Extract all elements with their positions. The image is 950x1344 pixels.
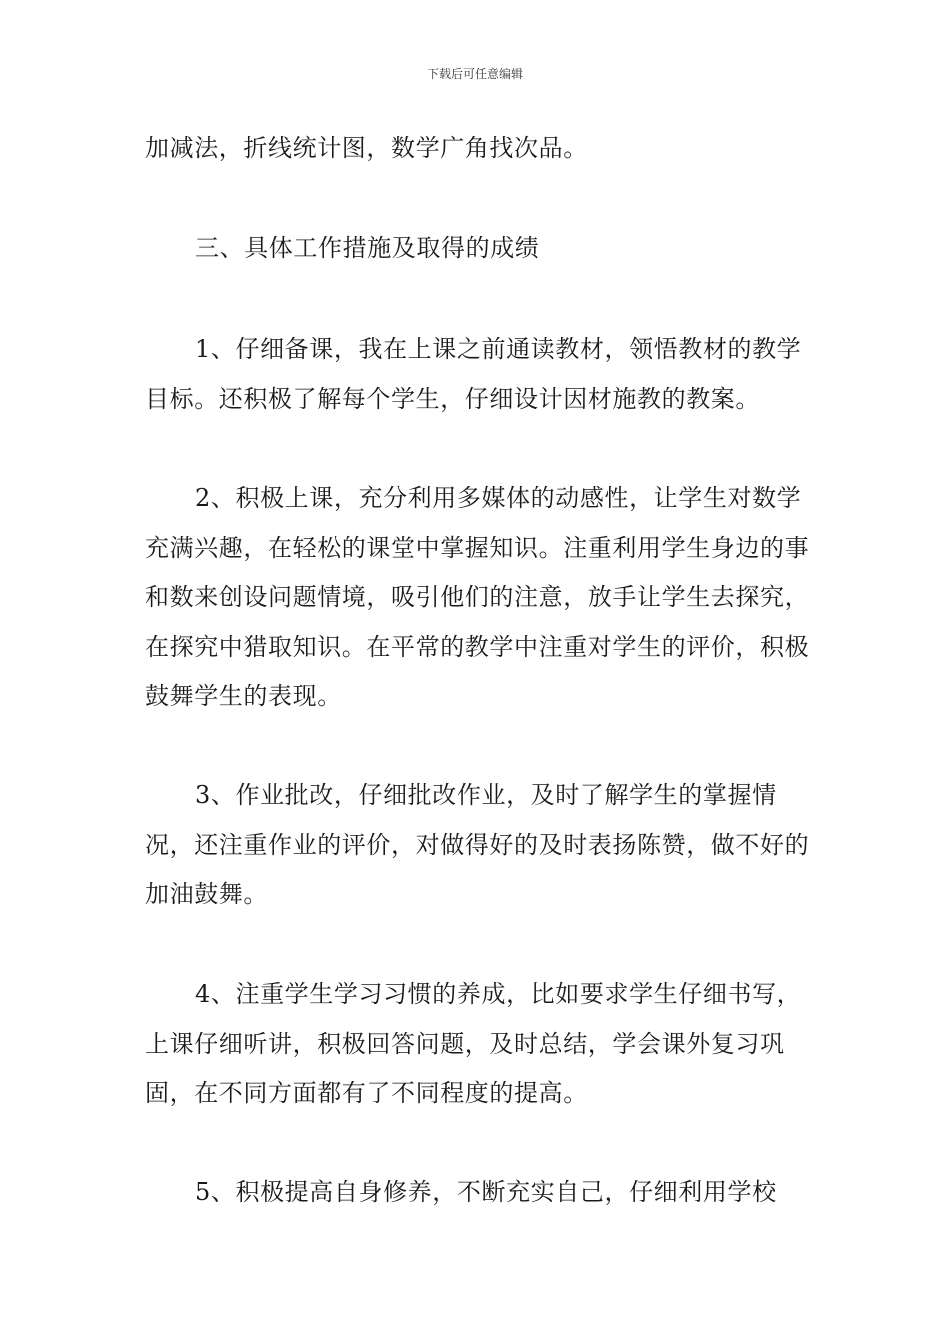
paragraph-2: 2、积极上课，充分利用多媒体的动感性，让学生对数学充满兴趣，在轻松的课堂中掌握知识。注重利用学生身边的事和数来创设问题情境，吸引他们的注意，放手让学生去探究，在探究中猎取知识。在平常的教学中注重对学生的评价，积极鼓舞学生的表现。 <box>145 484 810 710</box>
page-header-watermark: 下载后可任意编辑 <box>426 67 523 81</box>
paragraph-4: 4、注重学生学习习惯的养成，比如要求学生仔细书写，上课仔细听讲，积极回答问题，及时总结，学会课外复习巩固，在不同方面都有了不同程度的提高。 <box>145 980 802 1107</box>
paragraph-5: 5、积极提高自身修养，不断充实自己，仔细利用学校 <box>195 1178 777 1206</box>
paragraph-1: 1、仔细备课，我在上课之前通读教材，领悟教材的教学目标。还积极了解每个学生，仔细设计因材施教的教案。 <box>145 335 802 413</box>
section-heading: 三、具体工作措施及取得的成绩 <box>195 234 540 262</box>
paragraph-3: 3、作业批改，仔细批改作业，及时了解学生的掌握情况，还注重作业的评价，对做得好的及时表扬陈赞，做不好的加油鼓舞。 <box>145 781 810 908</box>
continuation-paragraph: 加减法，折线统计图，数学广角找次品。 <box>145 134 588 162</box>
